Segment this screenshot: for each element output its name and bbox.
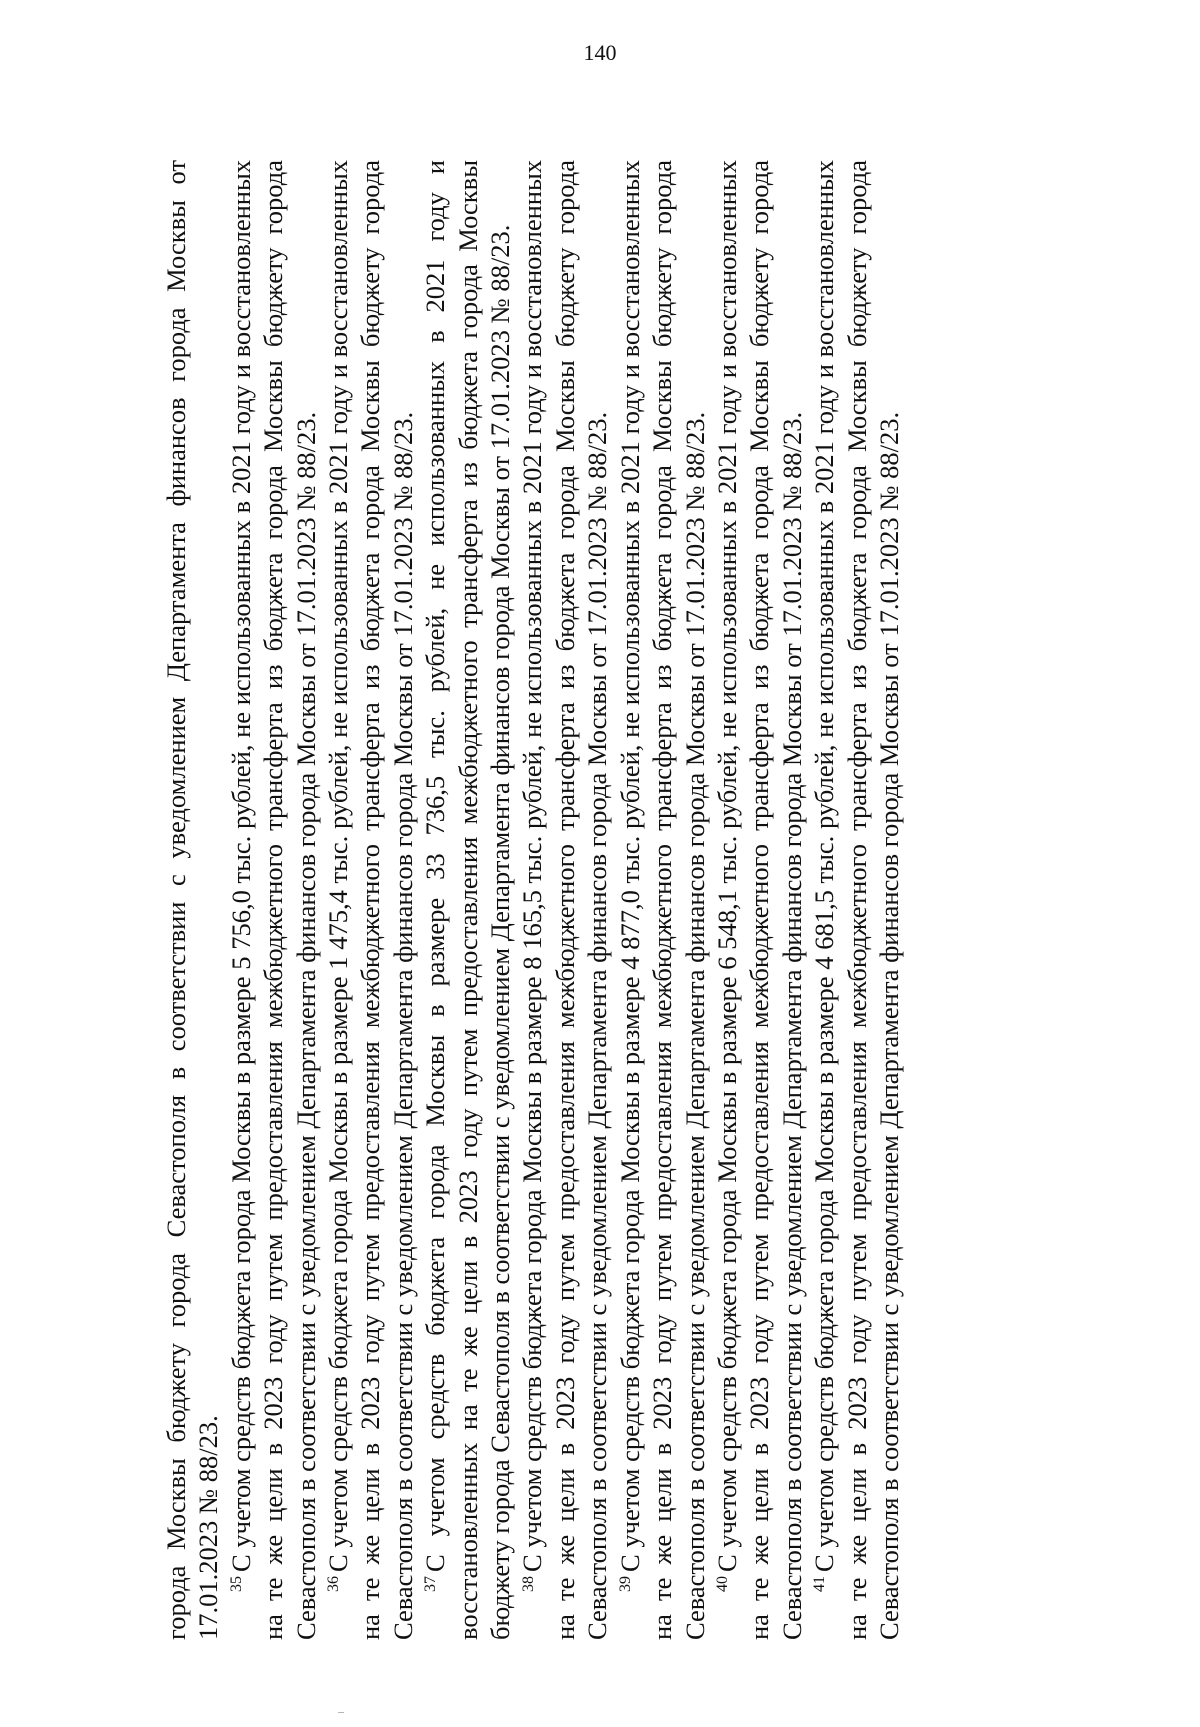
footnote-40 [711, 160, 808, 1640]
footnote-36 [322, 160, 419, 1640]
scan-mark [338, 1712, 344, 1713]
footnote-text: С учетом средств бюджета города Москвы в размере 8 165,5 тыс. рублей, не использованных в 2021 году и восстановленных на те же цели в 2023 году путем предоставления межбюджетного трансферта из бюджета города Москвы бюджету города Севастополя в соответствии с уведомлением Департамента финансов города Москвы от 17.01.2023 № 88/23. [517, 160, 613, 1640]
footnote-marker: 37 [422, 1576, 440, 1592]
footnote-marker: 38 [519, 1576, 537, 1592]
footnote-marker: 39 [616, 1576, 634, 1592]
footnote-marker: 41 [811, 1576, 829, 1592]
intro-paragraph: города Москвы бюджету города Севастополя в соответствии с уведомлением Департамента финансов города Москвы от 17.01.2023 № 88/23. [161, 160, 224, 1640]
footnote-35 [225, 160, 322, 1640]
footnote-38 [516, 160, 613, 1640]
footnote-text: С учетом средств бюджета города Москвы в размере 1 475,4 тыс. рублей, не использованных в 2021 году и восстановленных на те же цели в 2023 году путем предоставления межбюджетного трансферта из бюджета города Москвы бюджету города Севастополя в соответствии с уведомлением Департамента финансов города Москвы от 17.01.2023 № 88/23. [323, 160, 418, 1640]
footnote-text: С учетом средств бюджета города Москвы в размере 4 877,0 тыс. рублей, не использованных в 2021 году и восстановленных на те же цели в 2023 году путем предоставления межбюджетного трансферта из бюджета города Москвы бюджету города Севастополя в соответствии с уведомлением Департамента финансов города Москвы от 17.01.2023 № 88/23. [614, 160, 710, 1640]
footnote-text: С учетом средств бюджета города Москвы в размере 33 736,5 тыс. рублей, не использованных в 2021 году и восстановленных на те же цели в 2023 году путем предоставления межбюджетного трансферта из бюджета города Москвы бюджету города Севастополя в соответствии с уведомлением Департамента финансов города Москвы от 17.01.2023 № 88/23. [420, 160, 516, 1640]
footnote-text: С учетом средств бюджета города Москвы в размере 4 681,5 тыс. рублей, не использованных в 2021 году и восстановленных на те же цели в 2023 году путем предоставления межбюджетного трансферта из бюджета города Москвы бюджету города Севастополя в соответствии с уведомлением Департамента финансов города Москвы от 17.01.2023 № 88/23. [809, 160, 904, 1640]
footnote-text: С учетом средств бюджета города Москвы в размере 5 756,0 тыс. рублей, не использованных в 2021 году и восстановленных на те же цели в 2023 году путем предоставления межбюджетного трансферта из бюджета города Москвы бюджету города Севастополя в соответствии с уведомлением Департамента финансов города Москвы от 17.01.2023 № 88/23. [225, 160, 321, 1640]
footnote-marker: 40 [714, 1576, 732, 1592]
footnotes-text [160, 160, 905, 1640]
footnote-marker: 35 [228, 1576, 246, 1592]
footnote-text: С учетом средств бюджета города Москвы в размере 6 548,1 тыс. рублей, не использованных в 2021 году и восстановленных на те же цели в 2023 году путем предоставления межбюджетного трансферта из бюджета города Москвы бюджету города Севастополя в соответствии с уведомлением Департамента финансов города Москвы от 17.01.2023 № 88/23. [711, 160, 807, 1640]
footnote-37 [419, 160, 516, 1640]
page-number: 140 [583, 40, 617, 65]
rotated-page-content [160, 160, 1040, 1640]
footnote-marker: 36 [325, 1576, 343, 1592]
footnote-39 [614, 160, 711, 1640]
footnote-41 [808, 160, 905, 1640]
